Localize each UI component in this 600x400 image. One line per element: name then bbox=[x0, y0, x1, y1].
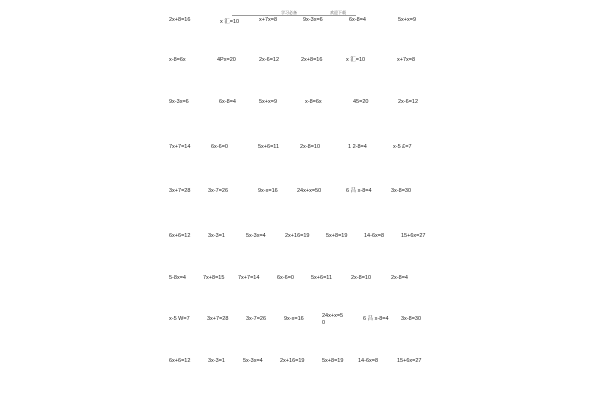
equation: 9x-x=16 bbox=[284, 316, 304, 322]
equation: 2x+8=16 bbox=[169, 17, 191, 23]
equation: x+7x=8 bbox=[397, 57, 416, 63]
header-left-label: 学习必备 bbox=[281, 10, 297, 15]
equation: 3x-7=26 bbox=[246, 316, 267, 322]
equation: 15+6x=27 bbox=[397, 358, 422, 364]
equation: 7x+7=14 bbox=[169, 144, 191, 150]
equation: 5x+6=11 bbox=[311, 275, 333, 281]
equation: 7x+8=15 bbox=[203, 275, 225, 281]
equation: 2x-8=4 bbox=[391, 275, 408, 281]
equation: 6x+6=12 bbox=[169, 358, 191, 364]
equation: 3x-3=1 bbox=[208, 233, 225, 239]
equation: x 汇=10 bbox=[220, 19, 240, 25]
header-right-label: 欢迎下载 bbox=[330, 10, 346, 15]
equation: 2x-6=12 bbox=[398, 99, 419, 105]
equation: 3x-8=30 bbox=[391, 188, 412, 194]
equation: 6x-8=4 bbox=[219, 99, 236, 105]
equation: 15+6x=27 bbox=[401, 233, 426, 239]
equation: 9x-x=16 bbox=[258, 188, 278, 194]
equation: x-8=6x bbox=[305, 99, 322, 105]
equation: 5x+x=9 bbox=[398, 17, 417, 23]
equation: 3x+7=28 bbox=[169, 188, 191, 194]
equation: 2x+16=19 bbox=[285, 233, 310, 239]
equation: 2x-8=10 bbox=[351, 275, 372, 281]
equation: x-5 W=7 bbox=[169, 316, 190, 322]
equation: 6 吕 x-8=4 bbox=[346, 188, 372, 194]
equation: 3x-3=1 bbox=[208, 358, 225, 364]
equation: 6x-8=4 bbox=[349, 17, 366, 23]
equation: 5x+8=19 bbox=[322, 358, 344, 364]
equation: 14-6x=8 bbox=[364, 233, 385, 239]
equation: 7x+7=14 bbox=[238, 275, 260, 281]
equation: x+7x=8 bbox=[259, 17, 278, 23]
equation: 9x-3x=6 bbox=[169, 99, 189, 105]
equation: 6x-6=0 bbox=[277, 275, 294, 281]
equation: 2x-8=10 bbox=[300, 144, 321, 150]
equation: 3x-7=26 bbox=[208, 188, 229, 194]
equation: 45=20 bbox=[353, 99, 369, 105]
equation: 5-8x=4 bbox=[169, 275, 186, 281]
equation: x 汇=10 bbox=[346, 57, 366, 63]
equation: 9x-3x=6 bbox=[303, 17, 323, 23]
equation: 4Px=20 bbox=[217, 57, 236, 63]
equation: 2x+8=16 bbox=[301, 57, 323, 63]
equation: 3x-8=30 bbox=[401, 316, 422, 322]
equation: 2x-6=12 bbox=[259, 57, 280, 63]
equation: 3x+7=28 bbox=[207, 316, 229, 322]
equation: 6 吕 x-8=4 bbox=[363, 316, 389, 322]
equation: 2x+16=19 bbox=[280, 358, 305, 364]
equation: 14-6x=8 bbox=[358, 358, 379, 364]
equation: 24x+x=50 bbox=[322, 313, 344, 326]
equation: 6x+6=12 bbox=[169, 233, 191, 239]
equation: x-8=6x bbox=[169, 57, 186, 63]
header-rule bbox=[232, 15, 356, 16]
equation: 6x-6=0 bbox=[211, 144, 228, 150]
equation: 5x+8=19 bbox=[326, 233, 348, 239]
equation: 5x-3x=4 bbox=[243, 358, 263, 364]
equation: 5x+x=9 bbox=[259, 99, 278, 105]
equation: 5x-3x=4 bbox=[246, 233, 266, 239]
equation: 24x+x=50 bbox=[297, 188, 322, 194]
equation: 5x+6=11 bbox=[258, 144, 280, 150]
equation: x-5 £=7 bbox=[393, 144, 412, 150]
equation: 1 2-8=4 bbox=[348, 144, 367, 150]
